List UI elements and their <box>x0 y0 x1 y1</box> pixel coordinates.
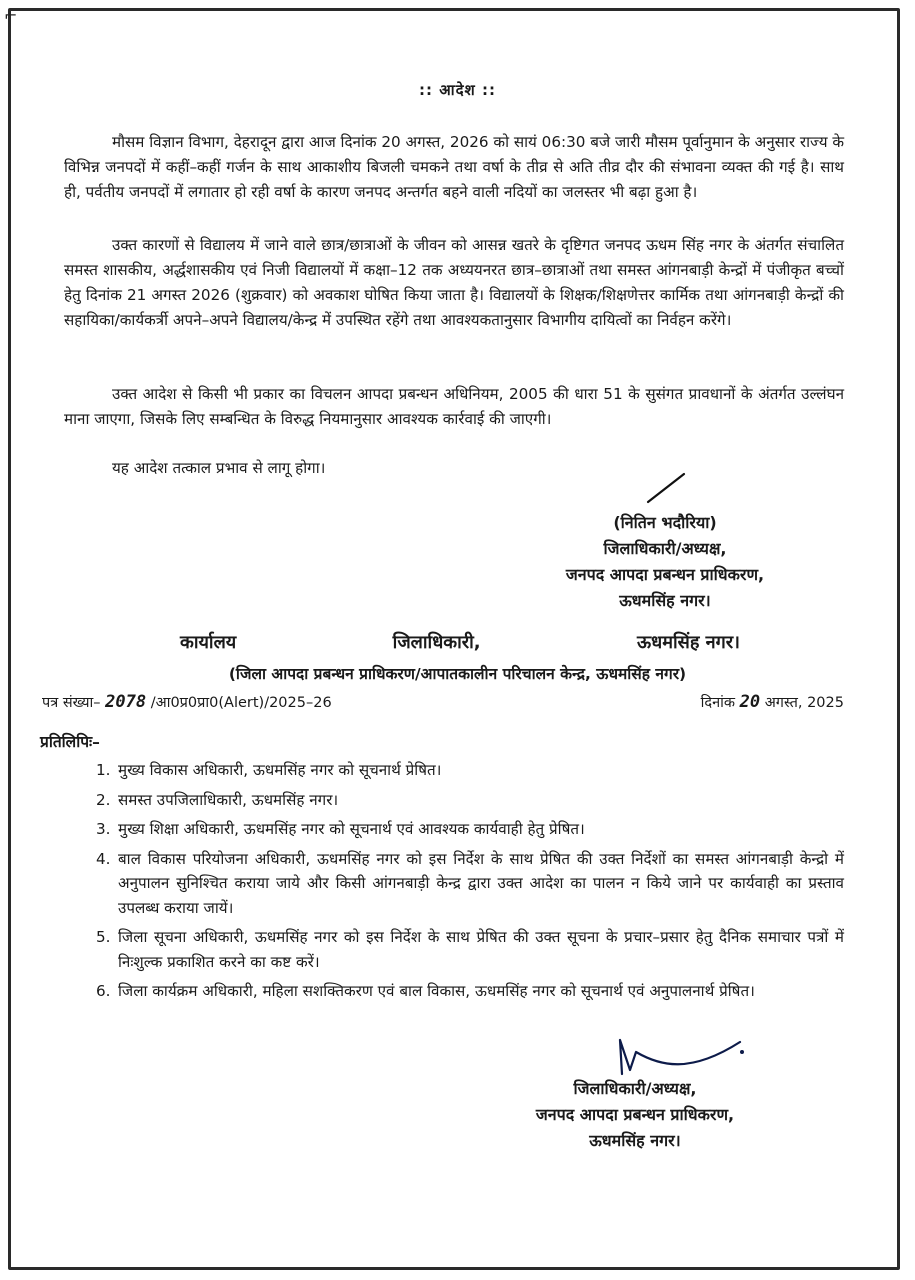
order-paragraph-1: मौसम विज्ञान विभाग, देहरादून द्वारा आज दिनांक 20 अगस्त, 2026 को सायं 06:30 बजे जारी मौसम पूर्वानुमान के अनुसार राज्य के विभिन्न जनपदों में कहीं–कहीं गर्जन के साथ आकाशीय बिजली चमकने तथा वर्षा के तीव्र से अति तीव्र दौर की संभावना व्यक्त की गई है। साथ ही, पर्वतीय जनपदों में लगातार हो रही वर्षा के कारण जनपद अन्तर्गत बहने वाली नदियों का जलस्तर भी बढ़ा हुआ है। <box>64 133 844 201</box>
list-item-text: जिला कार्यक्रम अधिकारी, महिला सशक्तिकरण एवं बाल विकास, ऊधमसिंह नगर को सूचनार्थ एवं अनुपालनार्थ प्रेषित। <box>118 982 755 1000</box>
list-item-text: बाल विकास परियोजना अधिकारी, ऊधमसिंह नगर को इस निर्देश के साथ प्रेषित की उक्त निर्देशों का समस्त आंगनबाड़ी केन्द्रो में अनुपालन सुनिश्चित कराया जाये और किसी आंगनबाड़ी केन्द्र द्वारा उक्त आदेश का पालन न किये जाने पर कार्यवाही का प्रस्ताव उपलब्ध कराया जायें। <box>118 849 844 917</box>
list-item-number: 4. <box>96 849 111 868</box>
signatory-authority: जनपद आपदा प्रबन्धन प्राधिकरण, <box>535 1105 735 1124</box>
letter-number-code: /आ0प्र0प्रा0(Alert)/2025–26 <box>150 695 332 711</box>
signature-top-icon <box>640 470 690 506</box>
copy-list <box>96 758 844 1009</box>
list-item <box>96 925 844 974</box>
office-title <box>180 630 740 654</box>
copy-heading: प्रतिलिपिः– <box>40 733 100 751</box>
signatory-authority: जनपद आपदा प्रबन्धन प्राधिकरण, <box>565 565 765 584</box>
list-item-number: 5. <box>96 928 111 946</box>
list-item <box>96 788 844 813</box>
list-item-text: मुख्य विकास अधिकारी, ऊधमसिंह नगर को सूचनार्थ प्रेषित। <box>118 761 442 779</box>
signatory-bottom <box>470 1076 800 1154</box>
signatory-district: ऊधमसिंह नगर। <box>619 591 711 610</box>
scan-corner-mark: ⌐ <box>4 6 18 25</box>
order-paragraph-4: यह आदेश तत्काल प्रभाव से लागू होगा। <box>112 459 326 477</box>
signatory-name: (नितिन भदौरिया) <box>613 513 717 532</box>
letter-date <box>701 692 844 712</box>
list-item-text: मुख्य शिक्षा अधिकारी, ऊधमसिंह नगर को सूचनार्थ एवं आवश्यक कार्यवाही हेतु प्रेषित। <box>118 820 585 838</box>
signatory-designation: जिलाधिकारी/अध्यक्ष, <box>573 1079 697 1098</box>
list-item-text: जिला सूचना अधिकारी, ऊधमसिंह नगर को इस निर्देश के साथ प्रेषित की उक्त सूचना के प्रचार–प्रसार हेतु दैनिक समाचार पत्रों में निःशुल्क प्रकाशित करने का कष्ट करें। <box>118 928 844 971</box>
list-item <box>96 817 844 842</box>
letter-number-value: 2078 <box>105 692 147 712</box>
list-item <box>96 979 844 1004</box>
office-subtitle: (जिला आपदा प्रबन्धन प्राधिकरण/आपातकालीन परिचालन केन्द्र, ऊधमसिंह नगर) <box>228 665 687 683</box>
signatory-designation: जिलाधिकारी/अध्यक्ष, <box>603 539 727 558</box>
letter-date-rest: अगस्त, 2025 <box>764 695 844 711</box>
reference-row <box>42 692 844 712</box>
list-item-text: समस्त उपजिलाधिकारी, ऊधमसिंह नगर। <box>118 790 339 809</box>
order-heading: :: आदेश :: <box>419 81 496 99</box>
list-item-number: 1. <box>96 761 111 779</box>
office-word-3: ऊधमसिंह नगर। <box>637 632 740 653</box>
list-item <box>96 847 844 921</box>
list-item-number: 6. <box>96 982 111 1000</box>
signatory-top <box>500 510 830 614</box>
office-word-1: कार्यालय <box>180 632 237 653</box>
signatory-district: ऊधमसिंह नगर। <box>589 1131 681 1150</box>
letter-number <box>42 692 332 712</box>
list-item <box>96 758 844 783</box>
letter-date-label: दिनांक <box>700 695 736 711</box>
letter-date-day: 20 <box>739 692 761 712</box>
order-paragraph-2: उक्त कारणों से विद्यालय में जाने वाले छात्र/छात्राओं के जीवन को आसन्न खतरे के दृष्टिगत जनपद ऊधम सिंह नगर के अंतर्गत संचालित समस्त शासकीय, अर्द्धशासकीय एवं निजी विद्यालयों में कक्षा–12 तक अध्ययनरत छात्र–छात्राओं तथा समस्त आंगनबाड़ी केन्द्रों में पंजीकृत बच्चों हेतु दिनांक 21 अगस्त 2026 (शुक्रवार) को अवकाश घोषित किया जाता है। विद्यालयों के शिक्षक/शिक्षणेत्तर कार्मिक तथा आंगनबाड़ी केन्द्रों की सहायिका/कार्यकर्त्री अपने–अपने विद्यालय/केन्द्र में उपस्थित रहेंगे तथा आवश्यकतानुसार विभागीय दायित्वों का निर्वहन करेंगे। <box>64 236 844 329</box>
list-item-number: 2. <box>96 790 111 809</box>
letter-number-label: पत्र संख्या– <box>42 695 101 711</box>
order-paragraph-3: उक्त आदेश से किसी भी प्रकार का विचलन आपदा प्रबन्धन अधिनियम, 2005 की धारा 51 के सुसंगत प्रावधानों के अंतर्गत उल्लंघन माना जाएगा, जिसके लिए सम्बन्धित के विरुद्ध नियमानुसार आवश्यक कार्रवाई की जाएगी। <box>64 385 844 428</box>
list-item-number: 3. <box>96 820 111 838</box>
office-word-2: जिलाधिकारी, <box>392 632 481 653</box>
